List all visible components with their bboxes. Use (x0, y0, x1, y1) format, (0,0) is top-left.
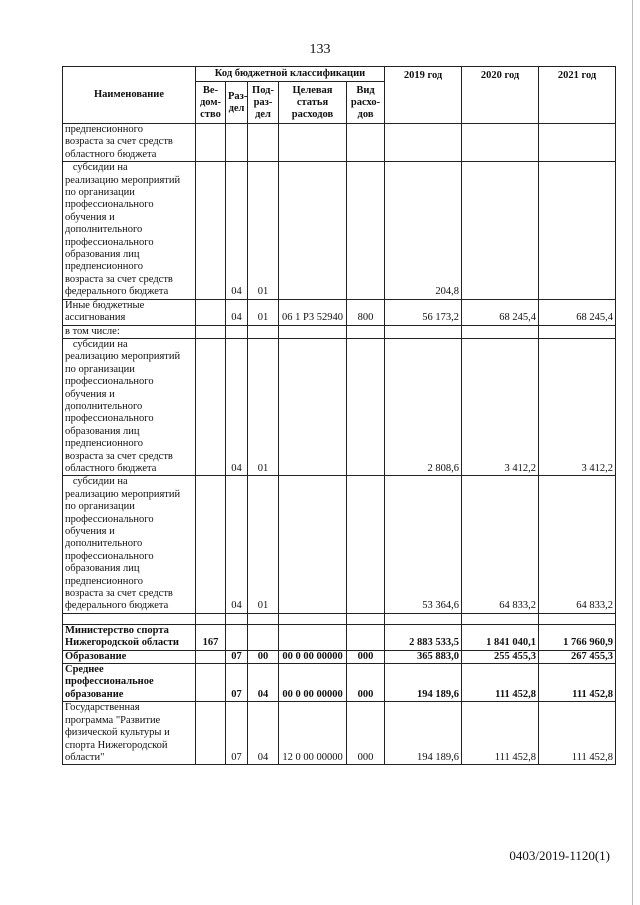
cell-y2019: 2 883 533,5 (385, 624, 462, 650)
cell-y2020: 64 833,2 (462, 476, 539, 613)
cell-vid: 000 (347, 650, 385, 663)
cell-y2021 (539, 325, 616, 338)
cell-y2019: 194 189,6 (385, 702, 462, 765)
cell-y2020 (462, 325, 539, 338)
table-row (63, 338, 616, 475)
cell-name: субсидии на реализацию мероприятий по организации профессионального обучения и дополнительного профессионального образования лиц предпенсионного возраста за счет средств областного бюджета (63, 338, 196, 475)
cell-podrazdel: 01 (248, 338, 279, 475)
cell-vid (347, 476, 385, 613)
cell-y2019: 365 883,0 (385, 650, 462, 663)
cell-name: субсидии на реализацию мероприятий по организации профессионального обучения и дополнительного профессионального образования лиц предпенсионного возраста за счет средств федерального бюджета (63, 162, 196, 299)
page-number: 133 (309, 42, 331, 57)
header-name: Наименование (63, 67, 196, 124)
cell-podrazdel: 01 (248, 476, 279, 613)
cell-target: 00 0 00 00000 (279, 664, 347, 702)
header-2020: 2020 год (462, 67, 539, 124)
cell-target (279, 325, 347, 338)
cell-y2019: 56 173,2 (385, 299, 462, 325)
cell-ved (196, 338, 226, 475)
table-row (63, 476, 616, 613)
cell-name: в том числе: (63, 325, 196, 338)
cell-razdel (226, 624, 248, 650)
cell-y2021: 3 412,2 (539, 338, 616, 475)
header-2019: 2019 год (385, 67, 462, 124)
cell-ved (196, 476, 226, 613)
cell-razdel: 07 (226, 664, 248, 702)
cell-y2021: 64 833,2 (539, 476, 616, 613)
cell-y2021: 111 452,8 (539, 702, 616, 765)
cell-y2020: 111 452,8 (462, 664, 539, 702)
cell-podrazdel: 00 (248, 650, 279, 663)
table-row (63, 650, 616, 663)
cell-podrazdel (248, 124, 279, 162)
cell-vid: 000 (347, 702, 385, 765)
page-edge-line (632, 0, 633, 905)
cell-y2020: 68 245,4 (462, 299, 539, 325)
cell-y2021: 267 455,3 (539, 650, 616, 663)
cell-razdel: 04 (226, 162, 248, 299)
cell-y2021: 68 245,4 (539, 299, 616, 325)
cell-vid: 000 (347, 664, 385, 702)
table-row (63, 162, 616, 299)
cell-target (279, 476, 347, 613)
table-row (63, 624, 616, 650)
cell-vid (347, 338, 385, 475)
cell-ved (196, 325, 226, 338)
cell-target: 12 0 00 00000 (279, 702, 347, 765)
cell-name: Государственная программа "Развитие физической культуры и спорта Нижегородской области" (63, 702, 196, 765)
cell-ved (196, 664, 226, 702)
header-podrazdel: Под- раз- дел (248, 82, 279, 124)
cell-vid (347, 624, 385, 650)
cell-y2020: 1 841 040,1 (462, 624, 539, 650)
cell-ved: 167 (196, 624, 226, 650)
cell-razdel: 07 (226, 702, 248, 765)
cell-razdel (226, 325, 248, 338)
cell-vid: 800 (347, 299, 385, 325)
cell-podrazdel: 01 (248, 299, 279, 325)
header-target: Целевая статья расходов (279, 82, 347, 124)
cell-y2019: 204,8 (385, 162, 462, 299)
cell-y2019 (385, 124, 462, 162)
cell-y2019: 194 189,6 (385, 664, 462, 702)
table-row (63, 299, 616, 325)
cell-name: Министерство спорта Нижегородской области (63, 624, 196, 650)
table-row (63, 702, 616, 765)
cell-y2021 (539, 124, 616, 162)
cell-podrazdel: 01 (248, 162, 279, 299)
cell-y2020 (462, 124, 539, 162)
header-vid: Вид расхо- дов (347, 82, 385, 124)
cell-ved (196, 162, 226, 299)
cell-y2021 (539, 162, 616, 299)
table-row (63, 664, 616, 702)
cell-target: 00 0 00 00000 (279, 650, 347, 663)
cell-razdel: 07 (226, 650, 248, 663)
cell-target (279, 124, 347, 162)
cell-y2019 (385, 325, 462, 338)
cell-y2020 (462, 162, 539, 299)
cell-vid (347, 162, 385, 299)
cell-vid (347, 124, 385, 162)
cell-ved (196, 299, 226, 325)
cell-ved (196, 702, 226, 765)
cell-y2019: 2 808,6 (385, 338, 462, 475)
cell-target (279, 338, 347, 475)
document-code: 0403/2019-1120(1) (509, 848, 610, 863)
cell-razdel: 04 (226, 299, 248, 325)
header-vedomstvo: Ве- дом- ство (196, 82, 226, 124)
table-row (63, 325, 616, 338)
cell-y2020: 3 412,2 (462, 338, 539, 475)
cell-name: субсидии на реализацию мероприятий по организации профессионального обучения и дополнительного профессионального образования лиц предпенсионного возраста за счет средств федерального бюджета (63, 476, 196, 613)
cell-name: Иные бюджетные ассигнования (63, 299, 196, 325)
cell-y2021: 111 452,8 (539, 664, 616, 702)
header-2021: 2021 год (539, 67, 616, 124)
cell-podrazdel (248, 325, 279, 338)
cell-y2021: 1 766 960,9 (539, 624, 616, 650)
cell-ved (196, 650, 226, 663)
cell-y2020: 255 455,3 (462, 650, 539, 663)
cell-name: Образование (63, 650, 196, 663)
cell-podrazdel: 04 (248, 664, 279, 702)
cell-razdel: 04 (226, 338, 248, 475)
cell-name: предпенсионного возраста за счет средств областного бюджета (63, 124, 196, 162)
cell-target (279, 162, 347, 299)
cell-razdel (226, 124, 248, 162)
budget-table (62, 66, 616, 765)
cell-target: 06 1 P3 52940 (279, 299, 347, 325)
cell-ved (196, 124, 226, 162)
table-body (63, 124, 616, 765)
header-razdel: Раз- дел (226, 82, 248, 124)
cell-razdel: 04 (226, 476, 248, 613)
cell-vid (347, 325, 385, 338)
header-code-group: Код бюджетной классификации (196, 67, 385, 82)
table-row (63, 124, 616, 162)
cell-y2020: 111 452,8 (462, 702, 539, 765)
cell-podrazdel: 04 (248, 702, 279, 765)
cell-target (279, 624, 347, 650)
cell-podrazdel (248, 624, 279, 650)
cell-y2019: 53 364,6 (385, 476, 462, 613)
spacer-row (63, 613, 616, 624)
cell-name: Среднее профессиональное образование (63, 664, 196, 702)
